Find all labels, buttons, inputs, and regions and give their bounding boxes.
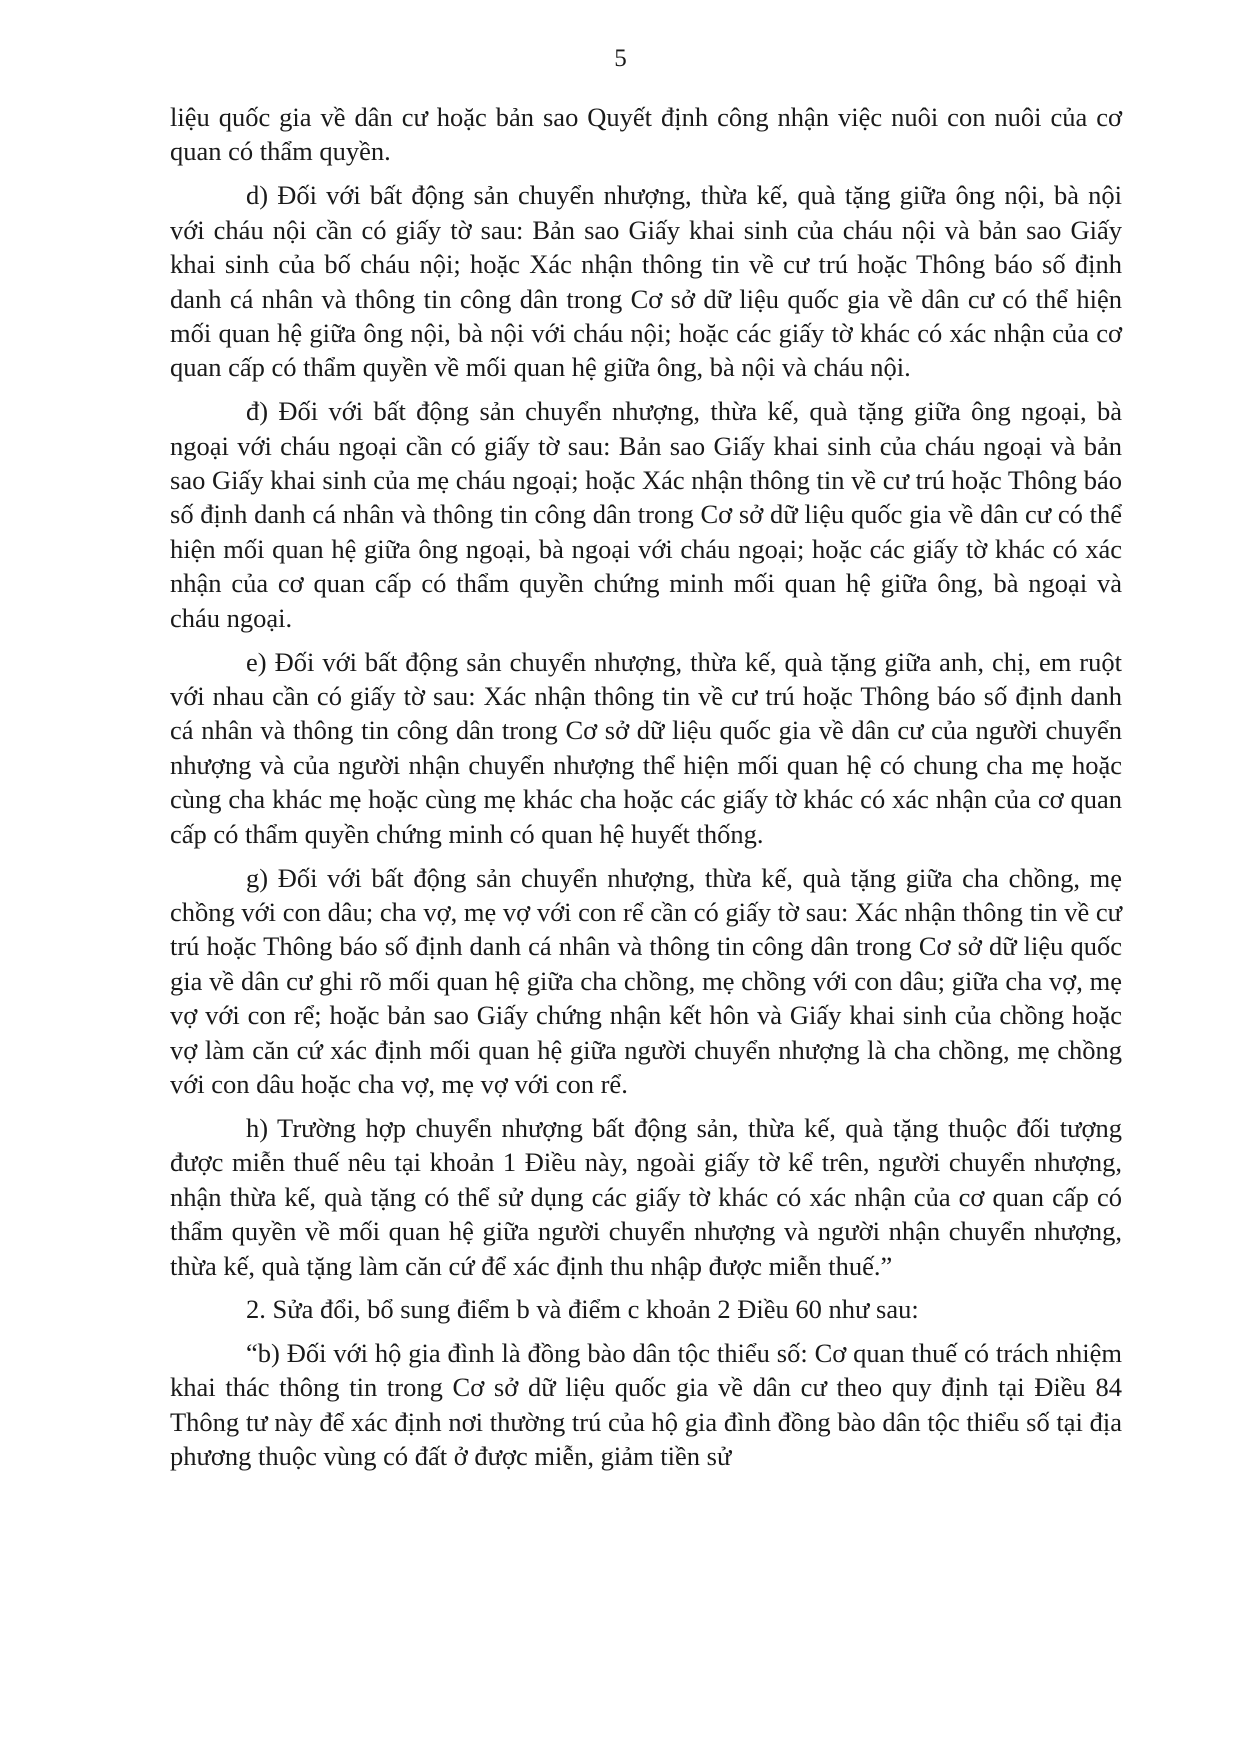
page-number: 5 <box>614 45 627 72</box>
paragraph-point-b: “b) Đối với hộ gia đình là đồng bào dân tộc thiểu số: Cơ quan thuế có trách nhiệm khai thác thông tin trong Cơ sở dữ liệu quốc gia về dân cư theo quy định tại Điều 84 Thông tư này để xác định nơi thường trú của hộ gia đình đồng bào dân tộc thiểu số tại địa phương thuộc vùng có đất ở được miễn, giảm tiền sử <box>170 1337 1122 1472</box>
paragraph-clause-2: 2. Sửa đổi, bổ sung điểm b và điểm c khoản 2 Điều 60 như sau: <box>246 1294 919 1325</box>
paragraph-point-dd: đ) Đối với bất động sản chuyển nhượng, thừa kế, quà tặng giữa ông ngoại, bà ngoại với cháu ngoại cần có giấy tờ sau: Bản sao Giấy khai sinh của cháu ngoại và bản sao Giấy khai sinh của mẹ cháu ngoại; hoặc Xác nhận thông tin về cư trú hoặc Thông báo số định danh cá nhân và thông tin công dân trong Cơ sở dữ liệu quốc gia về dân cư có thể hiện mối quan hệ giữa ông ngoại, bà ngoại với cháu ngoại; hoặc các giấy tờ khác có xác nhận của cơ quan cấp có thẩm quyền chứng minh mối quan hệ giữa ông, bà ngoại và cháu ngoại. <box>170 396 1122 633</box>
paragraph-point-h: h) Trường hợp chuyển nhượng bất động sản, thừa kế, quà tặng thuộc đối tượng được miễn thuế nêu tại khoản 1 Điều này, ngoài giấy tờ kể trên, người chuyển nhượng, nhận thừa kế, quà tặng có thể sử dụng các giấy tờ khác có xác nhận của cơ quan cấp có thẩm quyền về mối quan hệ giữa người chuyển nhượng và người nhận chuyển nhượng, thừa kế, quà tặng làm căn cứ để xác định thu nhập được miễn thuế.” <box>170 1112 1122 1281</box>
document-body <box>170 100 1122 1483</box>
paragraph-continuation: liệu quốc gia về dân cư hoặc bản sao Quyết định công nhận việc nuôi con nuôi của cơ quan có thẩm quyền. <box>170 102 1122 167</box>
paragraph-point-d: d) Đối với bất động sản chuyển nhượng, thừa kế, quà tặng giữa ông nội, bà nội với cháu nội cần có giấy tờ sau: Bản sao Giấy khai sinh của cháu nội và bản sao Giấy khai sinh của bố cháu nội; hoặc Xác nhận thông tin về cư trú hoặc Thông báo số định danh cá nhân và thông tin công dân trong Cơ sở dữ liệu quốc gia về dân cư có thể hiện mối quan hệ giữa ông nội, bà nội với cháu nội; hoặc các giấy tờ khác có xác nhận của cơ quan cấp có thẩm quyền về mối quan hệ giữa ông, bà nội và cháu nội. <box>170 180 1122 383</box>
paragraph-point-g: g) Đối với bất động sản chuyển nhượng, thừa kế, quà tặng giữa cha chồng, mẹ chồng với con dâu; cha vợ, mẹ vợ với con rể cần có giấy tờ sau: Xác nhận thông tin về cư trú hoặc Thông báo số định danh cá nhân và thông tin công dân trong Cơ sở dữ liệu quốc gia về dân cư ghi rõ mối quan hệ giữa cha chồng, mẹ chồng với con dâu; giữa cha vợ, mẹ vợ với con rể; hoặc bản sao Giấy chứng nhận kết hôn và Giấy khai sinh của chồng hoặc vợ làm căn cứ xác định mối quan hệ giữa người chuyển nhượng là cha chồng, mẹ chồng với con dâu hoặc cha vợ, mẹ vợ với con rể. <box>170 862 1122 1099</box>
paragraph-point-e: e) Đối với bất động sản chuyển nhượng, thừa kế, quà tặng giữa anh, chị, em ruột với nhau cần có giấy tờ sau: Xác nhận thông tin về cư trú hoặc Thông báo số định danh cá nhân và thông tin công dân trong Cơ sở dữ liệu quốc gia về dân cư của người chuyển nhượng và của người nhận chuyển nhượng thể hiện mối quan hệ có chung cha mẹ hoặc cùng cha khác mẹ hoặc cùng mẹ khác cha hoặc các giấy tờ khác có xác nhận của cơ quan cấp có thẩm quyền chứng minh có quan hệ huyết thống. <box>170 646 1122 849</box>
